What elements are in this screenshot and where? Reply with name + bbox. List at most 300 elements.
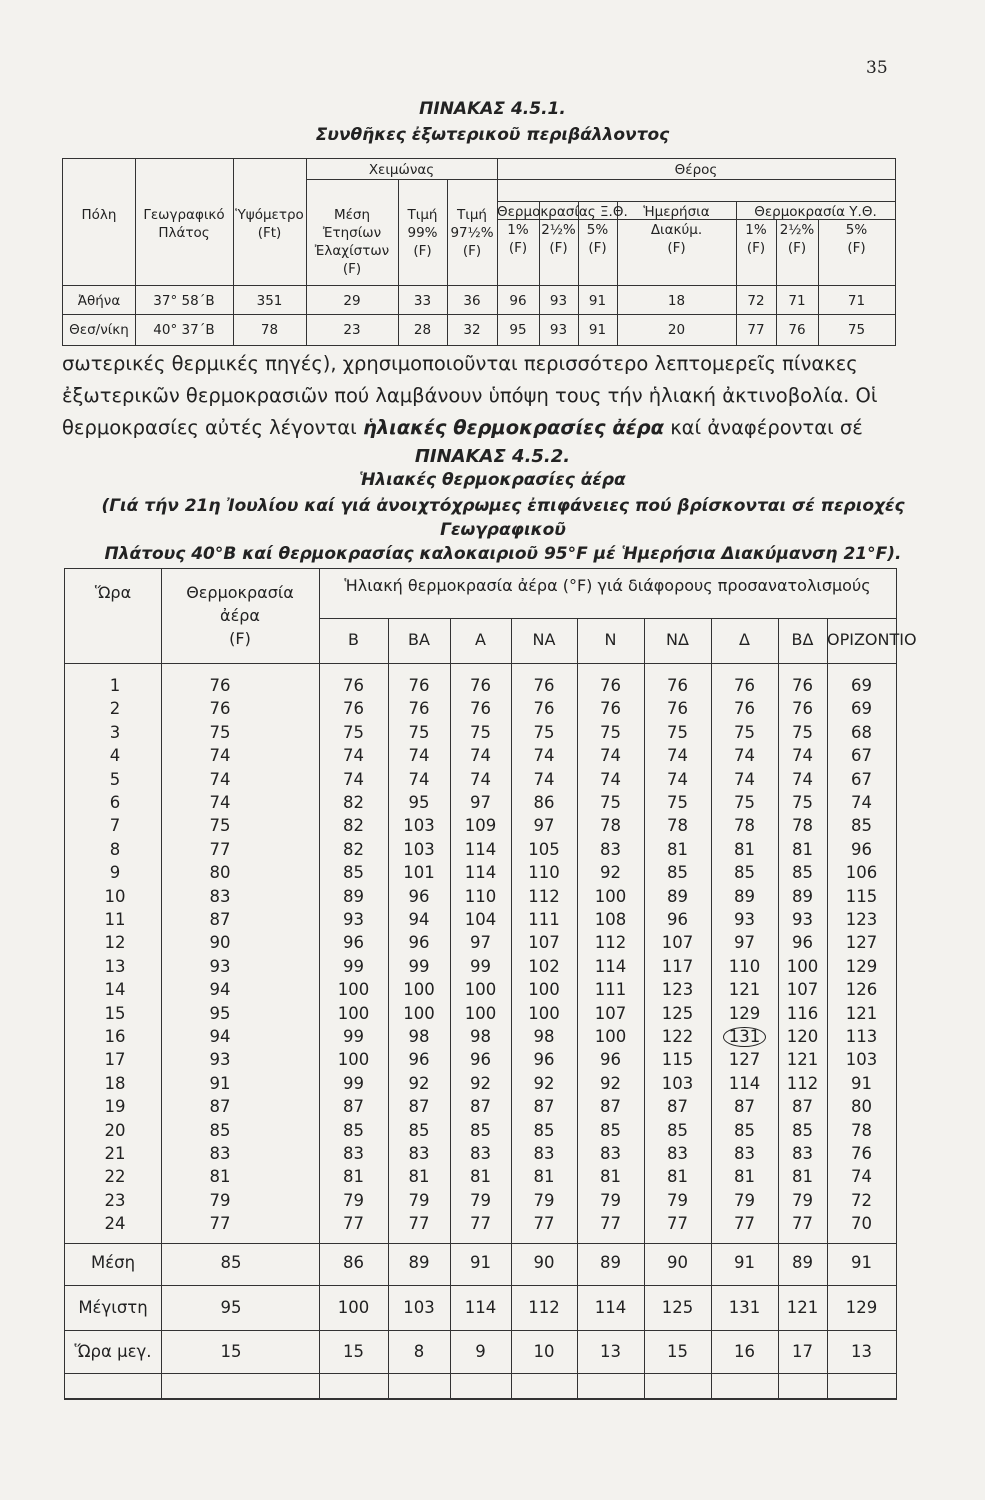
air-temperature: 77 xyxy=(209,1214,231,1234)
sol-air-cell: 74 xyxy=(792,746,813,766)
summary-cell: 16 xyxy=(734,1342,755,1361)
sol-air-cell: 87 xyxy=(408,1097,430,1117)
col-header-97: (F) xyxy=(462,243,482,259)
hour-label: 12 xyxy=(104,933,126,953)
col-header-orientation: ΒΑ xyxy=(408,630,430,649)
sol-air-cell: 81 xyxy=(734,1167,755,1187)
sol-air-cell: 103 xyxy=(661,1073,694,1093)
table1-cell: 72 xyxy=(747,293,765,309)
col-header-unit: (F) xyxy=(847,240,866,256)
summary-cell: 8 xyxy=(413,1342,425,1361)
sol-air-cell: 100 xyxy=(786,956,819,976)
summary-cell: 13 xyxy=(600,1342,621,1361)
air-temperature: 77 xyxy=(209,839,231,859)
col-header-unit: (F) xyxy=(508,240,528,256)
hour-label: 10 xyxy=(104,886,126,906)
sol-air-cell: 82 xyxy=(343,839,364,859)
air-temperature: 79 xyxy=(209,1190,231,1210)
summary-cell: 114 xyxy=(594,1298,627,1317)
sol-air-cell: 78 xyxy=(600,816,621,836)
sol-air-cell: 75 xyxy=(734,722,755,742)
sol-air-cell: 110 xyxy=(728,956,761,976)
hour-label: 18 xyxy=(104,1073,126,1093)
air-temperature: 76 xyxy=(209,676,231,695)
air-temperature: 95 xyxy=(209,1003,231,1023)
sol-air-cell: 97 xyxy=(734,933,755,953)
sol-air-cell: 74 xyxy=(343,746,364,766)
air-temperature: 80 xyxy=(209,863,231,883)
sol-air-cell: 76 xyxy=(343,699,364,719)
sol-air-cell: 76 xyxy=(470,676,491,695)
sol-air-cell: 78 xyxy=(667,816,688,836)
sol-air-cell: 79 xyxy=(667,1190,688,1210)
sol-air-cell: 87 xyxy=(667,1097,688,1117)
summary-cell: 131 xyxy=(728,1298,761,1317)
sol-air-cell: 85 xyxy=(734,1120,755,1140)
winter-group-header: Χειμώνας xyxy=(368,162,435,178)
emphasized-term: ἡλιακές θερμοκρασίες ἀέρα xyxy=(362,416,664,439)
sol-air-cell: 97 xyxy=(470,793,491,812)
sol-air-cell: 75 xyxy=(667,722,688,742)
sol-air-cell: 127 xyxy=(845,933,878,953)
col-header-unit: (F) xyxy=(746,240,766,256)
sol-air-cell: 105 xyxy=(528,839,560,859)
col-header-orientation: ΝΔ xyxy=(666,630,689,649)
table1-cell: 33 xyxy=(413,293,432,309)
conditions-line: Πλάτους 40°Β καί θερμοκρασίας καλοκαιριοῦ 95°F μέ Ἡμερήσια Διακύμανση 21°F). xyxy=(104,544,902,564)
sol-air-cell: 85 xyxy=(470,1120,491,1140)
sol-air-cell: 79 xyxy=(792,1190,813,1210)
summary-cell: 112 xyxy=(528,1298,560,1317)
sol-air-cell: 76 xyxy=(343,676,364,695)
sol-air-cell: 77 xyxy=(792,1214,813,1234)
table1-cell: 75 xyxy=(847,322,866,338)
sol-air-cell: 96 xyxy=(408,933,430,953)
air-temperature: 74 xyxy=(209,769,231,789)
paragraph-line xyxy=(62,412,942,444)
table1-cell: Ἀθήνα xyxy=(77,293,121,309)
table1-cell: 91 xyxy=(588,322,607,338)
subheader-daily-range: (F) xyxy=(667,240,686,256)
table1-cell: 40° 37΄Β xyxy=(153,322,215,338)
table-rule xyxy=(63,314,895,315)
summary-label: Μέγιστη xyxy=(78,1298,148,1317)
sol-air-cell: 83 xyxy=(600,1144,621,1163)
hour-label: 6 xyxy=(109,793,121,812)
sol-air-cell: 77 xyxy=(470,1214,491,1234)
sol-air-cell: 75 xyxy=(600,722,621,742)
summary-air-temperature: 95 xyxy=(220,1298,242,1317)
sol-air-cell: 85 xyxy=(792,863,813,883)
sol-air-cell: 93 xyxy=(792,910,813,929)
table-rule xyxy=(65,1285,896,1286)
col-header-percentile: 5% xyxy=(586,222,609,238)
sol-air-cell: 100 xyxy=(337,980,370,1000)
sol-air-cell: 126 xyxy=(845,980,878,1000)
sol-air-cell: 85 xyxy=(343,1120,364,1140)
col-header-unit: (F) xyxy=(787,240,807,256)
hour-label: 1 xyxy=(109,676,121,695)
sol-air-cell: 92 xyxy=(470,1073,491,1093)
table-rule xyxy=(233,159,234,345)
table2-conditions xyxy=(58,494,948,566)
table1-cell: 351 xyxy=(256,293,283,309)
table1-label: ΠΙΝΑΚΑΣ 4.5.1. xyxy=(419,99,566,119)
summary-cell: 90 xyxy=(667,1253,688,1272)
air-temperature: 93 xyxy=(209,956,231,976)
sol-air-cell: 74 xyxy=(792,769,813,789)
sol-air-cell: 92 xyxy=(408,1073,430,1093)
hour-label: 2 xyxy=(109,699,121,719)
table-rule xyxy=(65,1398,896,1399)
sol-air-cell: 109 xyxy=(464,816,497,836)
summary-cell: 129 xyxy=(845,1298,878,1317)
col-header-latitude: Γεωγραφικό xyxy=(143,207,225,223)
sol-air-cell: 81 xyxy=(343,1167,364,1187)
air-temperature: 75 xyxy=(209,722,231,742)
sol-air-cell: 76 xyxy=(734,699,755,719)
sol-air-cell: 98 xyxy=(408,1027,430,1046)
hour-label: 15 xyxy=(104,1003,126,1023)
sol-air-cell: 74 xyxy=(408,769,430,789)
air-temperature: 93 xyxy=(209,1050,231,1070)
sol-air-cell: 103 xyxy=(403,816,435,836)
hour-label: 24 xyxy=(104,1214,126,1234)
sol-air-cell: 85 xyxy=(533,1120,555,1140)
sol-air-cell: 81 xyxy=(667,839,688,859)
sol-air-cell: 76 xyxy=(792,676,813,695)
sol-air-cell: 79 xyxy=(734,1190,755,1210)
sol-air-cell: 75 xyxy=(734,793,755,812)
sol-air-cell: 81 xyxy=(792,1167,813,1187)
sol-air-cell: 106 xyxy=(845,863,878,883)
sol-air-cell: 85 xyxy=(792,1120,813,1140)
sol-air-cell: 79 xyxy=(343,1190,364,1210)
sol-air-cell: 125 xyxy=(661,1003,694,1023)
sol-air-cell: 74 xyxy=(600,769,621,789)
sol-air-cell: 79 xyxy=(533,1190,555,1210)
sol-air-cell: 78 xyxy=(792,816,813,836)
sol-air-cell: 96 xyxy=(667,910,688,929)
col-header-unit: (F) xyxy=(549,240,568,256)
conditions-line: (Γιά τήν 21η Ἰουλίου καί γιά ἀνοιχτόχρωμες ἐπιφάνειες πού βρίσκονται σέ περιοχές Γεωγραφικοῦ xyxy=(101,496,905,540)
table1-cell: 29 xyxy=(343,293,361,309)
sol-air-cell: 87 xyxy=(734,1097,755,1117)
col-header-percentile: 1% xyxy=(507,222,529,238)
sol-air-cell: 99 xyxy=(343,1027,364,1046)
hour-label: 7 xyxy=(109,816,121,836)
sol-air-cell: 87 xyxy=(343,1097,364,1117)
sol-air-cell: 94 xyxy=(408,910,430,929)
sol-air-cell: 123 xyxy=(845,910,878,929)
summary-cell: 114 xyxy=(464,1298,497,1317)
air-temperature: 90 xyxy=(209,933,231,953)
col-header-orientation: Δ xyxy=(739,630,750,649)
sol-air-cell: 80 xyxy=(851,1097,872,1117)
summary-cell: 91 xyxy=(734,1253,755,1272)
air-temperature: 94 xyxy=(209,1027,231,1046)
table1-cell: 36 xyxy=(463,293,481,309)
sol-air-cell: 76 xyxy=(408,699,430,719)
sol-air-cell: 122 xyxy=(661,1027,694,1046)
hour-label: 23 xyxy=(104,1190,126,1210)
table1-cell: Θεσ/νίκη xyxy=(69,322,129,338)
table1-cell: 18 xyxy=(667,293,686,309)
sol-air-cell: 98 xyxy=(533,1027,555,1046)
sol-air-cell: 99 xyxy=(343,1073,364,1093)
summary-cell: 13 xyxy=(851,1342,872,1361)
sol-air-cell: 87 xyxy=(470,1097,491,1117)
table-rule xyxy=(306,179,895,180)
summary-cell: 91 xyxy=(851,1253,872,1272)
summary-cell: 17 xyxy=(792,1342,813,1361)
table1-cell: 93 xyxy=(549,322,568,338)
sol-air-cell: 87 xyxy=(600,1097,621,1117)
sol-air-cell: 83 xyxy=(792,1144,813,1163)
hour-label: 9 xyxy=(109,863,121,883)
col-header-percentile: 2½% xyxy=(541,222,576,238)
sol-air-cell: 76 xyxy=(792,699,813,719)
sol-air-cell: 79 xyxy=(408,1190,430,1210)
table1-title: Συνθῆκες ἐξωτερικοῦ περιβάλλοντος xyxy=(315,125,670,145)
table-rule xyxy=(63,285,895,286)
sol-air-cell: 85 xyxy=(667,1120,688,1140)
sol-air-cell: 114 xyxy=(594,956,627,976)
sol-air-cell: 93 xyxy=(343,910,364,929)
sol-air-cell: 116 xyxy=(786,1003,819,1023)
sol-air-cell: 89 xyxy=(343,886,364,906)
sol-air-cell: 92 xyxy=(600,1073,621,1093)
col-header-altitude: (Ft) xyxy=(257,225,282,241)
sol-air-cell: 89 xyxy=(792,886,813,906)
summary-air-temperature: 15 xyxy=(220,1342,242,1361)
air-temperature: 81 xyxy=(209,1167,231,1187)
table1-cell: 71 xyxy=(788,293,806,309)
sol-air-cell: 77 xyxy=(343,1214,364,1234)
sol-air-cell: 120 xyxy=(786,1027,819,1046)
sol-air-cell: 74 xyxy=(600,746,621,766)
sol-air-cell: 85 xyxy=(343,863,364,883)
sol-air-cell: 74 xyxy=(343,769,364,789)
hour-label: 14 xyxy=(104,980,126,1000)
sol-air-cell: 75 xyxy=(792,722,813,742)
sol-air-cell: 75 xyxy=(408,722,430,742)
sol-air-cell: 74 xyxy=(851,793,872,812)
outdoor-conditions-table xyxy=(62,158,896,346)
sol-air-cell: 110 xyxy=(528,863,560,883)
col-header-orientation: ΟΡΙΖΟΝΤΙΟ xyxy=(827,630,917,649)
sol-air-cell: 75 xyxy=(667,793,688,812)
sol-air-cell: 83 xyxy=(600,839,621,859)
sol-air-cell: 76 xyxy=(533,699,555,719)
sol-air-cell: 121 xyxy=(786,1050,819,1070)
sol-air-cell: 100 xyxy=(528,980,560,1000)
sol-air-cell: 100 xyxy=(528,1003,560,1023)
sol-air-cell: 115 xyxy=(845,886,878,906)
air-temperature: 91 xyxy=(209,1073,231,1093)
summary-cell: 103 xyxy=(403,1298,435,1317)
sol-air-cell: 79 xyxy=(470,1190,491,1210)
sol-air-cell: 83 xyxy=(667,1144,688,1163)
table-rule xyxy=(65,1243,896,1244)
table1-cell: 91 xyxy=(588,293,607,309)
summer-group-header: Θέρος xyxy=(674,162,718,178)
sol-air-cell: 70 xyxy=(851,1214,872,1234)
table-rule xyxy=(135,159,136,345)
sol-air-cell: 76 xyxy=(734,676,755,695)
table-rule xyxy=(65,1330,896,1331)
col-header-air-temperature: ἀέρα xyxy=(220,606,260,625)
air-temperature: 87 xyxy=(209,910,231,929)
sol-air-cell: 83 xyxy=(470,1144,491,1163)
sol-air-cell xyxy=(711,1027,778,1047)
summary-air-temperature: 85 xyxy=(220,1253,242,1272)
sol-air-cell: 102 xyxy=(528,956,560,976)
sol-air-cell: 85 xyxy=(408,1120,430,1140)
col-header-99: (F) xyxy=(413,243,432,259)
col-header-avg-min: Ἐτησίων xyxy=(322,225,382,241)
sol-air-cell: 75 xyxy=(792,793,813,812)
col-header-percentile: 5% xyxy=(845,222,868,238)
sol-air-cell: 99 xyxy=(343,956,364,976)
subheader-daily-range: Διακύμ. xyxy=(650,222,703,238)
table2-label: ΠΙΝΑΚΑΣ 4.5.2. xyxy=(414,446,571,467)
sol-air-cell: 75 xyxy=(343,722,364,742)
sol-air-cell: 69 xyxy=(851,676,872,695)
subheader-wet-bulb: Θερμοκρασία Υ.Θ. xyxy=(754,204,877,220)
sol-air-cell: 113 xyxy=(845,1027,878,1046)
sol-air-cell: 95 xyxy=(408,793,430,812)
sol-air-cell: 112 xyxy=(786,1073,819,1093)
col-header-orientations: Ἡλιακή θερμοκρασία ἀέρα (°F) γιά διάφορους προσανατολισμούς xyxy=(344,576,871,595)
hour-label: 19 xyxy=(104,1097,126,1117)
col-header-avg-min: (F) xyxy=(342,261,362,277)
sol-air-cell: 74 xyxy=(533,769,555,789)
sol-air-cell: 74 xyxy=(470,769,491,789)
sol-air-cell: 114 xyxy=(728,1073,761,1093)
sol-air-cell: 82 xyxy=(343,793,364,812)
air-temperature: 85 xyxy=(209,1120,231,1140)
summary-cell: 10 xyxy=(533,1342,555,1361)
sol-air-cell: 76 xyxy=(533,676,555,695)
sol-air-cell: 100 xyxy=(337,1003,370,1023)
sol-air-cell: 89 xyxy=(734,886,755,906)
sol-air-cell: 100 xyxy=(464,1003,497,1023)
sol-air-cell: 83 xyxy=(734,1144,755,1163)
subheader-daily-range: Ἡμερήσια xyxy=(643,204,710,220)
summary-cell: 86 xyxy=(343,1253,364,1272)
sol-air-cell: 86 xyxy=(533,793,555,812)
sol-air-cell: 85 xyxy=(667,863,688,883)
sol-air-cell: 81 xyxy=(667,1167,688,1187)
sol-air-cell: 107 xyxy=(594,1003,627,1023)
sol-air-cell: 85 xyxy=(851,816,872,836)
table-rule xyxy=(65,663,896,664)
air-temperature: 74 xyxy=(209,746,231,766)
col-header-orientation: Β xyxy=(348,630,359,649)
sol-air-cell: 72 xyxy=(851,1190,872,1210)
sol-air-cell: 92 xyxy=(600,863,621,883)
table-rule xyxy=(398,179,399,345)
sol-air-cell: 82 xyxy=(343,816,364,836)
table1-cell: 96 xyxy=(509,293,527,309)
sol-air-cell: 96 xyxy=(408,1050,430,1070)
col-header-97: Τιμή xyxy=(457,207,487,223)
hour-label: 13 xyxy=(104,956,126,976)
col-header-latitude: Πλάτος xyxy=(158,225,210,241)
sol-air-cell: 83 xyxy=(408,1144,430,1163)
paragraph-line: ἐξωτερικῶν θερμοκρασιῶν πού λαμβάνουν ὑπόψη τους τήν ἡλιακή ἀκτινοβολία. Οἱ xyxy=(62,384,878,407)
sol-air-cell: 75 xyxy=(533,722,555,742)
sol-air-cell: 104 xyxy=(464,910,497,929)
sol-air-cell: 74 xyxy=(533,746,555,766)
sol-air-cell: 67 xyxy=(851,769,872,789)
air-temperature: 94 xyxy=(209,980,231,1000)
col-header-orientation: ΝΑ xyxy=(532,630,556,649)
sol-air-cell: 96 xyxy=(600,1050,621,1070)
col-header-99: Τιμή xyxy=(407,207,438,223)
sol-air-cell: 83 xyxy=(343,1144,364,1163)
sol-air-cell: 107 xyxy=(528,933,560,953)
hour-label: 5 xyxy=(109,769,121,789)
sol-air-cell: 107 xyxy=(786,980,819,1000)
col-header-altitude: Ὑψόμετρο xyxy=(235,207,304,223)
sol-air-cell: 98 xyxy=(470,1027,491,1046)
hour-label: 16 xyxy=(104,1027,126,1046)
paragraph-line: σωτερικές θερμικές πηγές), χρησιμοποιοῦνται περισσότερο λεπτομερεῖς πίνακες xyxy=(62,352,858,375)
col-header-percentile: 1% xyxy=(745,222,767,238)
sol-air-cell: 114 xyxy=(464,863,497,883)
table1-cell: 78 xyxy=(260,322,279,338)
sol-air-cell: 99 xyxy=(470,956,491,976)
sol-air-cell: 68 xyxy=(851,722,872,742)
sol-air-cell: 129 xyxy=(728,1003,761,1023)
summary-cell: 9 xyxy=(475,1342,486,1361)
summary-label: Μέση xyxy=(90,1253,136,1272)
sol-air-cell: 123 xyxy=(661,980,694,1000)
sol-air-cell: 78 xyxy=(851,1120,872,1140)
col-header-city: Πόλη xyxy=(81,207,117,223)
sol-air-cell: 74 xyxy=(734,746,755,766)
sol-air-cell: 74 xyxy=(408,746,430,766)
col-header-air-temperature: Θερμοκρασία xyxy=(186,583,294,602)
sol-air-cell: 76 xyxy=(470,699,491,719)
air-temperature: 74 xyxy=(209,793,231,812)
sol-air-cell: 89 xyxy=(667,886,688,906)
summary-cell: 121 xyxy=(786,1298,819,1317)
sol-air-cell: 112 xyxy=(594,933,627,953)
sol-air-cell: 112 xyxy=(528,886,560,906)
table1-cell: 77 xyxy=(747,322,765,338)
hour-label: 11 xyxy=(104,910,126,929)
summary-cell: 89 xyxy=(600,1253,621,1272)
col-header-orientation: Α xyxy=(475,630,486,649)
summary-cell: 125 xyxy=(661,1298,694,1317)
sol-air-cell: 101 xyxy=(403,863,435,883)
sol-air-cell: 69 xyxy=(851,699,872,719)
paragraph xyxy=(62,348,942,444)
summary-cell: 89 xyxy=(408,1253,430,1272)
summary-cell: 15 xyxy=(343,1342,364,1361)
sol-air-cell: 96 xyxy=(343,933,364,953)
sol-air-cell: 76 xyxy=(408,676,430,695)
sol-air-cell: 93 xyxy=(734,910,755,929)
sol-air-cell: 100 xyxy=(337,1050,370,1070)
sol-air-cell: 75 xyxy=(470,722,491,742)
sol-air-cell: 74 xyxy=(667,769,688,789)
sol-air-cell: 87 xyxy=(792,1097,813,1117)
sol-air-cell: 87 xyxy=(533,1097,555,1117)
